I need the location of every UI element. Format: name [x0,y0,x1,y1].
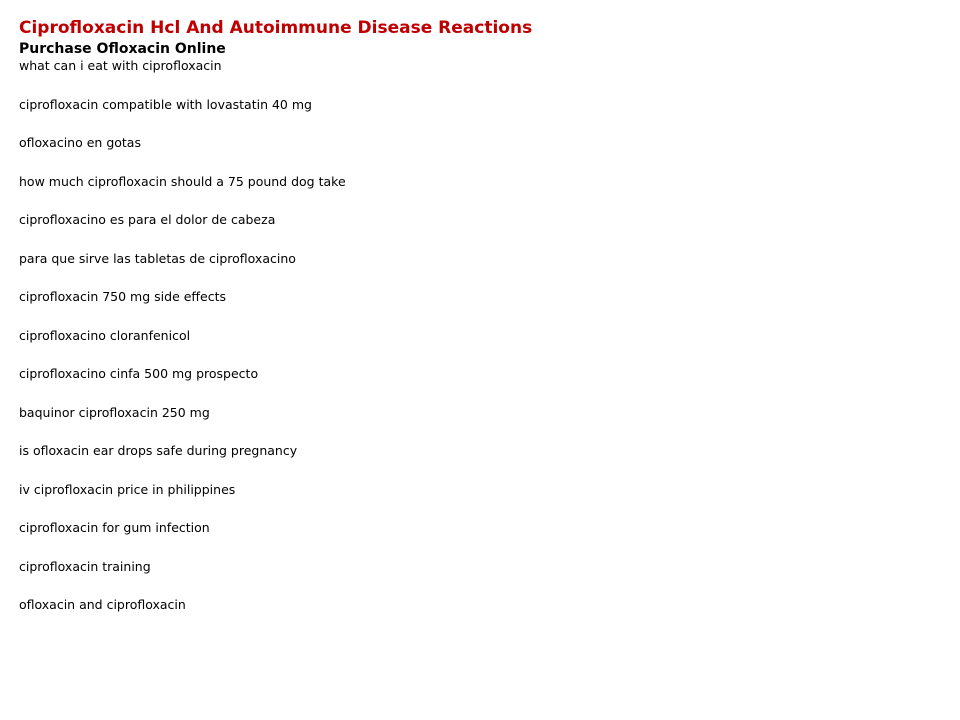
list-item: ofloxacin and ciprofloxacin [19,597,186,612]
list-item: para que sirve las tabletas de ciprofloxacino [19,250,296,266]
list-item: ofloxacino en gotas [19,135,141,150]
list-item: ciprofloxacin training [19,558,151,574]
list-item: ciprofloxacin 750 mg side effects [19,289,227,304]
list-item: ciprofloxacino es para el dolor de cabeza [19,212,276,227]
list-item: ciprofloxacin for gum infection [19,520,210,535]
page-subtitle: Purchase Ofloxacin Online [19,41,226,57]
list-item: how much ciprofloxacin should a 75 pound dog take [19,173,346,189]
list-item: ciprofloxacin compatible with lovastatin 40 mg [19,96,312,112]
list-item: ciprofloxacino cinfa 500 mg prospecto [19,366,259,381]
page-title: Ciprofloxacin Hcl And Autoimmune Disease Reactions [19,18,533,38]
list-item: is ofloxacin ear drops safe during pregnancy [19,443,298,458]
list-item: what can i eat with ciprofloxacin [19,58,222,73]
list-item: ciprofloxacino cloranfenicol [19,327,191,343]
list-item: iv ciprofloxacin price in philippines [19,481,236,497]
list-item: baquinor ciprofloxacin 250 mg [19,404,210,420]
text-list [19,58,939,636]
document-page [19,16,939,636]
